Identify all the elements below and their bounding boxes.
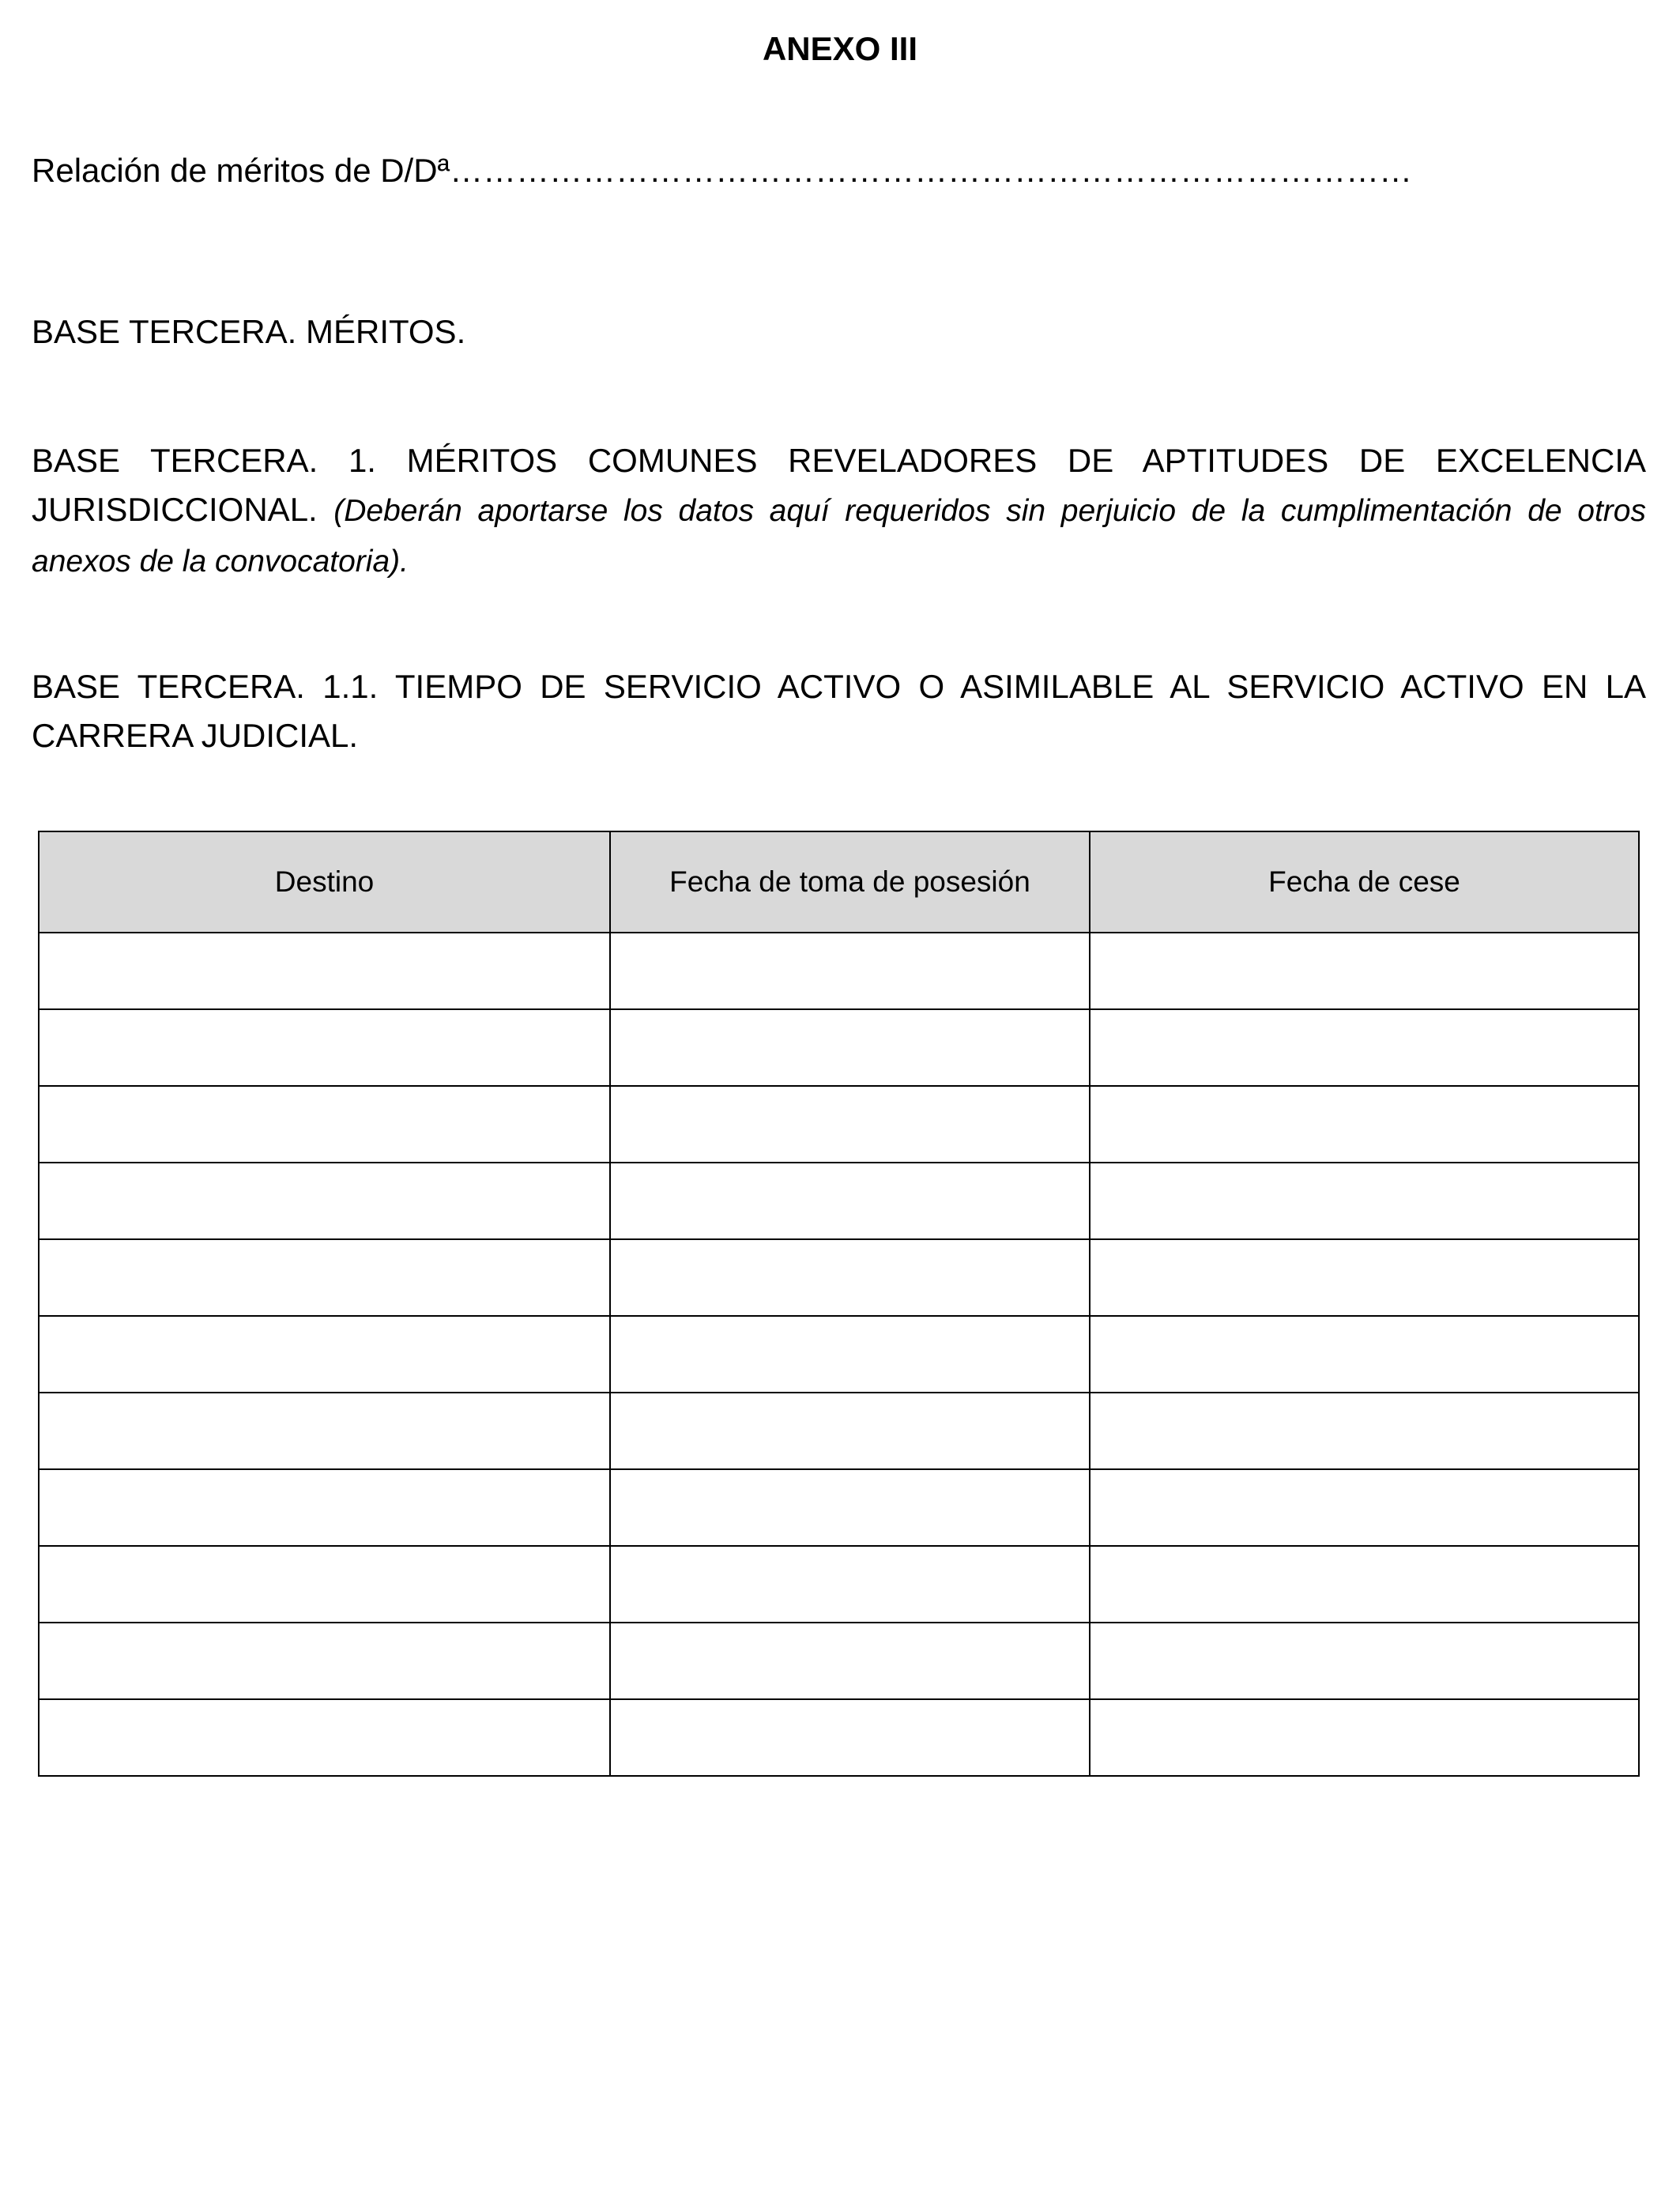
service-table-wrapper [38,831,1640,1777]
table-row [39,1239,1639,1316]
table-cell[interactable] [1090,933,1639,1009]
table-cell[interactable] [39,1086,610,1163]
table-cell[interactable] [39,1009,610,1086]
table-cell[interactable] [1090,1469,1639,1546]
table-cell[interactable] [39,1699,610,1776]
table-cell[interactable] [610,933,1090,1009]
table-body [39,933,1639,1776]
table-row [39,1086,1639,1163]
table-cell[interactable] [39,1546,610,1623]
table-cell[interactable] [39,1469,610,1546]
section-1-1-text: BASE TERCERA. 1.1. TIEMPO DE SERVICIO ACTIVO O ASIMILABLE AL SERVICIO ACTIVO EN LA CARRERA JUDICIAL. [32,668,1646,754]
table-cell[interactable] [39,1393,610,1469]
table-header-row [39,831,1639,933]
section-1-note: (Deberán aportarse los datos aquí requeridos sin perjuicio de la cumplimentación de otros anexos de la convocatoria). [32,494,1646,579]
table-cell[interactable] [1090,1546,1639,1623]
table-cell[interactable] [1090,1699,1639,1776]
table-cell[interactable] [1090,1009,1639,1086]
service-table [38,831,1640,1777]
table-cell[interactable] [39,933,610,1009]
table-row [39,1623,1639,1699]
section-1-text: BASE TERCERA. 1. MÉRITOS COMUNES REVELADORES DE APTITUDES DE EXCELENCIA JURISDICCIONAL. [32,442,1646,528]
table-row [39,1393,1639,1469]
table-cell[interactable] [610,1163,1090,1239]
section-heading: BASE TERCERA. MÉRITOS. [32,313,466,350]
table-cell[interactable] [610,1469,1090,1546]
table-cell[interactable] [1090,1316,1639,1393]
table-row [39,1469,1639,1546]
table-cell[interactable] [610,1546,1090,1623]
table-row [39,1546,1639,1623]
table-row [39,1316,1639,1393]
table-row [39,1699,1639,1776]
table-cell[interactable] [39,1239,610,1316]
table-cell[interactable] [610,1393,1090,1469]
header-fecha-toma-posesion: Fecha de toma de posesión [610,831,1090,933]
header-fecha-cese: Fecha de cese [1090,831,1639,933]
section-1-paragraph [32,436,1646,586]
table-row [39,933,1639,1009]
document-title: ANEXO III [762,30,918,67]
table-cell[interactable] [610,1086,1090,1163]
table-row [39,1163,1639,1239]
table-cell[interactable] [1090,1239,1639,1316]
table-cell[interactable] [1090,1393,1639,1469]
table-cell[interactable] [610,1623,1090,1699]
table-cell[interactable] [610,1239,1090,1316]
table-cell[interactable] [39,1623,610,1699]
table-cell[interactable] [610,1316,1090,1393]
table-cell[interactable] [1090,1163,1639,1239]
header-destino: Destino [39,831,610,933]
section-1-1-paragraph [32,662,1646,760]
table-cell[interactable] [610,1009,1090,1086]
table-cell[interactable] [610,1699,1090,1776]
table-cell[interactable] [1090,1086,1639,1163]
table-cell[interactable] [39,1163,610,1239]
table-cell[interactable] [39,1316,610,1393]
table-row [39,1009,1639,1086]
table-cell[interactable] [1090,1623,1639,1699]
relacion-line: Relación de méritos de D/Dª…………………………………………………………………………… [32,152,1413,189]
